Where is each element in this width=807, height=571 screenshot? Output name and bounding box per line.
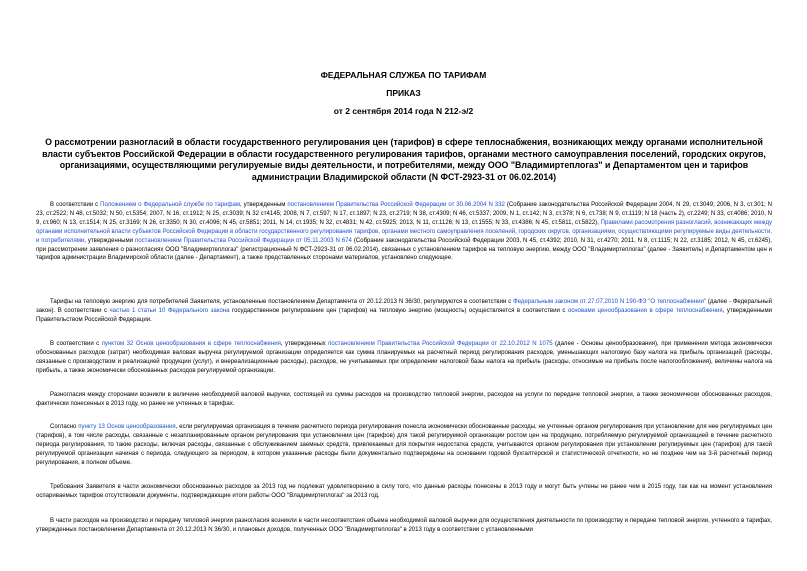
text: В соответствии с <box>50 341 102 347</box>
document-title: О рассмотрении разногласий в области государственного регулирования цен (тарифов) в сфере теплоснабжения, возникающих между органами исполнительной власти субъектов Российской Федерации в области государственного регулирования тарифов, органами местного самоуправления поселений, городских округов, организациями, осуществляющими регулируемые виды деятельности, и потребителями, между ООО "Владимиртеплогаз" и Департаментом цен и тарифов администрации Владимирской области (N ФСТ-2923-31 от 06.02.2014) <box>42 137 766 182</box>
link-pricing-basics-item-32[interactable]: пунктом 32 Основ ценообразования в сфере теплоснабжения <box>101 341 281 347</box>
link-government-decree-332[interactable]: постановлением Правительства Российской Федерации от 30.06.2004 N 332 <box>287 202 505 208</box>
text: государственное регулирование цен (тарифов) на тепловую энергию (мощность) осуществляется в соответствии с <box>229 307 568 314</box>
agency-name: ФЕДЕРАЛЬНАЯ СЛУЖБА ПО ТАРИФАМ <box>320 70 487 80</box>
link-government-decree-674[interactable]: постановлением Правительства Российской Федерации от 05.11.2003 N 674 <box>134 237 352 244</box>
text: В соответствии с <box>50 202 101 208</box>
text: (Собрание законодательства Российской Федерации 2003, N 45, ст.4392; 2010, N 31, ст.4270; 2011, N 8, ст.1115; N 22, ст.3185; 2012, N 45, ст.6245), при рассмотрении заявления о разногласиях ООО "Владимиртеплогаз" (регистрационный N ФСТ-2923-31 от 06.02.2014), связанных с установлением тарифов на тепловую энергию, между ООО "Владимиртеплогаз" (далее - Заявитель) и Департаментом цен и тарифов администрации Владимирской области (далее - Департамент), а также представленных сторонами материалов, установлено следующее. <box>36 237 772 262</box>
text: , если регулируемая организация в течение расчетного периода регулирования понесла экономически обоснованные расходы, не учтенные органом регулирования при установлении для нее регулируемых цен (тарифов), в том числе расходы, связанные с незапланированным органом регулирования при установлении цен (тарифов) для такой регулируемой организации ростом цен на продукцию, потребляемую регулируемой организацией в течение расчетного периода регулирования, то такие расходы, включая расходы, связанные с обслуживанием заемных средств, привлекаемых для покрытия недостатка средств, учитываются органом регулирования при установлении регулируемых цен (тарифов) для такой регулируемой организации начиная с периода, следующего за периодом, в котором указанные расходы были документально подтверждены на основании годовой бухгалтерской и статистической отчетности, но не позднее чем на 3-й расчетный период регулирования, в полном объеме. <box>36 424 772 466</box>
text: Тарифы на тепловую энергию для потребителей Заявителя, установленные постановлением Департамента от 20.12.2013 N 36/30, регулируются в соответствии с <box>50 299 514 305</box>
paragraph-4: Разногласия между сторонами возникли в величине необходимой валовой выручки, состоящей из суммы расходов на производство тепловой энергии, расходов на услуги по передаче тепловой энергии, а также экономически обоснованных расходов, фактически понесенных в 2013 году, но ранее не учтенных в тарифах. <box>36 392 772 407</box>
text: (далее - Основы ценообразования), при применении метода экономически обоснованных расходов (затрат) необходимая валовая выручка регулируемой организации определяется как сумма планируемых на расчетный период регулирования расходов, уменьшающих налоговую базу налога на прибыль организаций (расходы, связанные с производством и реализацией продукции (услуг), и внереализационные расходы), расходов, не учитываемых при определении налоговой базы налога на прибыль (расходы, относимые на прибыль после налогообложения), величины налога на прибыль, а также экономически обоснованных расходов регулируемой организации. <box>36 341 772 374</box>
paragraph-5 <box>36 423 772 468</box>
text: , утвержденными <box>84 237 135 244</box>
paragraph-6: Требования Заявителя в части экономически обоснованных расходов за 2013 год не подлежат удовлетворению в силу того, что данные расходы понесены в 2013 году и могут быть учтены не ранее чем в 2015 году, так как на момент установления оспариваемых тарифов отсутствовали документы, подтверждающие итоги работы ООО "Владимиртеплогаз" за 2013 год. <box>36 484 772 499</box>
paragraph-7: В части расходов на производство и передачу тепловой энергии разногласия возникли в части несоответствия объема необходимой валовой выручки для осуществления деятельности по производству и передаче тепловой энергии, учтенного в тарифах, утвержденных постановлением Департамента от 20.12.2013 N 36/30, и плановых доходов, полученных ООО "Владимиртеплогаз" в 2013 году в соответствии с установленными <box>36 518 772 533</box>
paragraph-1 <box>36 201 772 263</box>
document-date-number: от 2 сентября 2014 года N 212-э/2 <box>333 106 474 116</box>
paragraph-3 <box>36 340 772 376</box>
text: , утвержденными Правительством Российской Федерации. <box>36 307 772 323</box>
text: , утвержденных <box>280 341 329 347</box>
link-disagreement-rules[interactable]: Правилами рассмотрения разногласий, возникающих между органами исполнительной власти субъектов Российской Федерации в области государственного регулирования тарифов, органами местного самоуправления поселений, городских округов, организациями, осуществляющими регулируемые виды деятельности, и потребителями <box>36 219 772 244</box>
text: Согласно <box>50 424 79 430</box>
link-pricing-basics[interactable]: основами ценообразования в сфере теплоснабжения <box>567 307 723 314</box>
document-type: ПРИКАЗ <box>386 88 421 98</box>
link-law-article-10[interactable]: частью 1 статьи 10 Федерального закона <box>109 307 230 314</box>
text: (далее - Федеральный закон). В соответствии с <box>36 299 773 314</box>
text: (Собрание законодательства Российской Федерации 2004, N 29, ст.3049; 2006, N 3, ст.301; N 23, ст.2522; N 48, ст.5032; N 50, ст.5354; 2007, N 16, ст.1912; N 25, ст.3039; N 32 ст4145; 2008, N 7, ст.597; N 17, ст.1897; N 23, ст.2719; N 38, ст.4309; N 46, ст.5337; 2009, N 1, ст.142; N 3, ст.378; N 6, ст.738; N 9, ст.1119; N 18 (часть 2), ст.2249; N 33, ст.4086; 2010, N 9, ст.960; N 13, ст.1514; N 25, ст.3169; N 26, ст.3350; N 30, ст.4096; N 45, ст.5851; 2011, N 14, ст.1935; N 32, ст.4831; N 42, ст.5925; 2013, N 11, ст.1126; N 13, ст.1555; N 33, ст.4386; N 45, ст.5811, ст.5822), <box>36 202 772 226</box>
link-regulation-fst[interactable]: Положением о Федеральной службе по тарифам <box>100 202 240 208</box>
text: , утвержденным <box>239 202 288 208</box>
paragraph-2 <box>36 298 772 325</box>
link-pricing-basics-item-13[interactable]: пункту 13 Основ ценообразования <box>78 424 176 430</box>
link-federal-law-190[interactable]: Федеральным законом от 27.07.2010 N 190-ФЗ "О теплоснабжении" <box>513 299 707 305</box>
link-government-decree-1075[interactable]: постановлением Правительства Российской Федерации от 22.10.2012 N 1075 <box>328 341 553 347</box>
